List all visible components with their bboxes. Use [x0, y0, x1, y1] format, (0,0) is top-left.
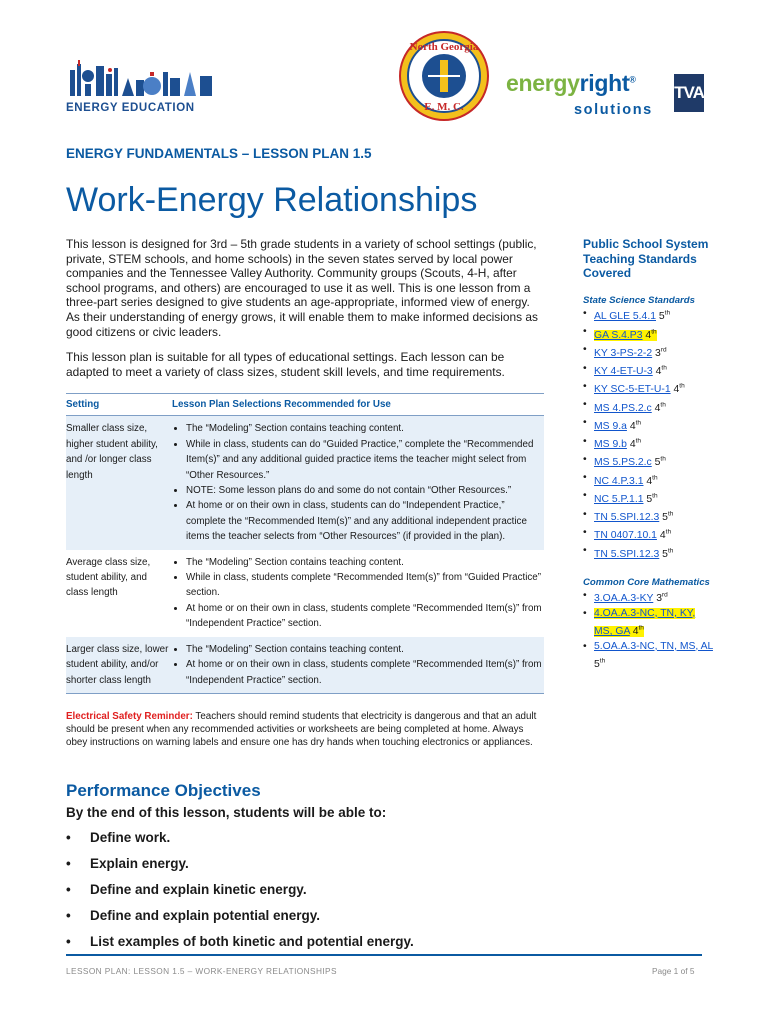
standard-item: [583, 607, 713, 640]
objective-item: • Define and explain kinetic energy.: [66, 880, 414, 906]
selection-item: • The “Modeling” Section contains teaching content.: [186, 555, 542, 570]
science-standards-heading: State Science Standards: [583, 294, 695, 306]
objectives-title: Performance Objectives: [66, 781, 261, 800]
science-icons-strip: [66, 58, 226, 98]
grade-level: 4: [632, 626, 639, 638]
standard-link[interactable]: 5.OA.A.3-NC, TN, MS, AL: [594, 640, 713, 652]
page-title: Work-Energy Relationships: [66, 181, 478, 219]
standard-item: [583, 398, 713, 416]
grade-level: 5: [662, 512, 668, 524]
grade-suffix: th: [599, 657, 606, 665]
standard-link[interactable]: TN 5.SPI.12.3: [594, 512, 660, 524]
grade-suffix: th: [660, 455, 666, 463]
standard-item: [583, 589, 713, 607]
grade-level: 4: [659, 530, 666, 542]
grade-suffix: th: [635, 419, 642, 427]
grade-suffix: th: [667, 510, 674, 518]
grade-level: 4: [654, 402, 661, 414]
standard-item: [583, 325, 713, 343]
grade-level: 5: [654, 457, 661, 469]
math-standards-list: [583, 589, 713, 673]
science-standards-list: [583, 307, 713, 563]
standard-link[interactable]: MS 4.PS.2.c: [594, 402, 652, 414]
objective-item: • Define and explain potential energy.: [66, 906, 414, 932]
standard-item: [583, 640, 713, 673]
table-header-setting: Setting: [66, 394, 172, 416]
grade-level: 4: [629, 420, 636, 432]
objective-item: • Define work.: [66, 828, 414, 854]
table-row: [66, 637, 544, 694]
grade-suffix: th: [652, 474, 658, 482]
table-row: [66, 416, 544, 550]
grade-level: 4: [673, 384, 680, 396]
grade-level: 4: [645, 329, 652, 341]
standard-link[interactable]: NC 4.P.3.1: [594, 475, 644, 487]
selections-cell: [172, 416, 544, 550]
standard-item: [583, 544, 713, 562]
grade-level: 5: [594, 659, 600, 671]
grade-level: 4: [655, 366, 662, 378]
settings-paragraph: This lesson plan is suitable for all types of educational settings. Each lesson can be adapted to meet a variety of class sizes, student skill levels, and time requirements.: [66, 350, 505, 379]
setting-cell: Larger class size, lower student ability, and/or shorter class length: [66, 637, 172, 694]
brand-registered: ®: [629, 74, 636, 85]
grade-suffix: th: [667, 547, 674, 555]
grade-suffix: th: [635, 437, 642, 445]
selections-cell: [172, 550, 544, 637]
energy-education-label: ENERGY EDUCATION: [66, 102, 195, 114]
standard-item: [583, 307, 713, 325]
grade-level: 5: [646, 493, 653, 505]
lesson-subtitle: ENERGY FUNDAMENTALS – LESSON PLAN 1.5: [66, 146, 372, 161]
grade-suffix: th: [679, 382, 685, 390]
grade-suffix: rd: [660, 346, 667, 354]
setting-cell: Smaller class size, higher student ability, and /or longer class length: [66, 416, 172, 550]
grade-level: 3: [655, 347, 661, 359]
brand-energy: energy: [506, 70, 580, 96]
north-georgia-emc-seal: [398, 30, 490, 122]
sidebar-heading: Public School System Teaching Standards Covered: [583, 237, 709, 281]
standard-link[interactable]: AL GLE 5.4.1: [594, 311, 656, 323]
standard-item: [583, 380, 713, 398]
standard-item: [583, 453, 713, 471]
energy-education-logo: [66, 58, 226, 120]
lab-icons: [66, 58, 220, 98]
tva-logo: TVA: [674, 74, 704, 112]
grade-suffix: th: [660, 401, 666, 409]
standard-item: [583, 508, 713, 526]
standard-item: [583, 343, 713, 361]
brand-solutions: solutions: [574, 102, 653, 118]
standard-link[interactable]: 3.OA.A.3-KY: [594, 592, 654, 604]
setting-cell: Average class size, student ability, and class length: [66, 556, 151, 599]
standard-item: [583, 471, 713, 489]
grade-level: 4: [629, 439, 636, 451]
objectives-list: [66, 828, 414, 958]
standard-link[interactable]: NC 5.P.1.1: [594, 493, 644, 505]
objectives-intro: By the end of this lesson, students will be able to:: [66, 805, 387, 820]
grade-suffix: rd: [661, 591, 668, 599]
selection-item: • While in class, students can do “Guided Practice,” complete the “Recommended Item(s)” and any additional guided practice items the teacher might select from “Other Resources.”: [186, 437, 542, 483]
standard-item: [583, 435, 713, 453]
standard-item: [583, 526, 713, 544]
standard-link[interactable]: KY 4-ET-U-3: [594, 366, 653, 378]
grade-suffix: th: [652, 492, 658, 500]
safety-label: Electrical Safety Reminder:: [66, 711, 193, 722]
standard-link[interactable]: MS 9.b: [594, 439, 627, 451]
grade-level: 5: [662, 548, 668, 560]
standard-link[interactable]: MS 5.PS.2.c: [594, 457, 652, 469]
selection-item: • NOTE: Some lesson plans do and some do not contain “Other Resources.”: [186, 483, 542, 498]
grade-level: 3: [656, 592, 662, 604]
standard-link[interactable]: GA S.4.P3: [594, 329, 643, 341]
selection-item: • The “Modeling” Section contains teaching content.: [186, 642, 542, 657]
footer-lesson-label: LESSON PLAN: LESSON 1.5 – WORK-ENERGY RELATIONSHIPS: [66, 966, 337, 976]
standard-item: [583, 416, 713, 434]
grade-suffix: th: [661, 364, 667, 372]
standard-link[interactable]: 4.OA.A.3-NC, TN, KY, MS, GA: [594, 607, 696, 638]
standard-link[interactable]: MS 9.a: [594, 420, 627, 432]
brand-right: right: [579, 70, 630, 96]
grade-level: 4: [646, 475, 653, 487]
grade-suffix: th: [664, 309, 671, 317]
intro-paragraph: This lesson is designed for 3rd – 5th grade students in a variety of school settings (public, private, STEM schools, and home schools) in the seven states served by local power companies and the Tennessee Valley Authority. Community groups (Scouts, 4-H, after school programs, and others) are encouraged to use it as well. This is one lesson from a three-part series designed to give students an age-appropriate, informed view of energy. As their understanding of energy grows, it will enable them to make informed decisions as good citizens or civic leaders.: [66, 237, 538, 339]
selection-item: • At home or on their own in class, students can do “Independent Practice,” complete the “Recommended Item(s)” and any additional independent practice items the teacher selects from “Other Resources” (if provided in the plan).: [186, 498, 542, 544]
objective-item: • List examples of both kinetic and potential energy.: [66, 932, 414, 958]
grade-suffix: th: [665, 528, 672, 536]
seal-top-text: North Georgia: [409, 41, 479, 53]
grade-suffix: th: [651, 328, 657, 336]
seal-bottom-text: E. M. C.: [424, 101, 464, 113]
selection-item: • At home or on their own in class, students complete “Recommended Item(s)” from “Independent Practice” section.: [186, 601, 542, 632]
selection-item: • While in class, students complete “Recommended Item(s)” from “Guided Practice” section.: [186, 570, 542, 601]
math-standards-heading: Common Core Mathematics: [583, 576, 710, 588]
standard-link[interactable]: TN 5.SPI.12.3: [594, 548, 660, 560]
standard-link[interactable]: KY SC-5-ET-U-1: [594, 384, 671, 396]
standard-item: [583, 362, 713, 380]
grade-level: 5: [658, 311, 665, 323]
table-row: [66, 550, 544, 637]
grade-suffix: th: [638, 624, 644, 632]
safety-text: Teachers should remind students that electricity is dangerous and that an adult should be present when any recommended activities or worksheets are being completed at home. Always obey instructions on warning labels and ensure one has dry hands when touching electronics or appliances.: [66, 711, 537, 748]
standard-link[interactable]: KY 3-PS-2-2: [594, 347, 653, 359]
selection-item: • At home or on their own in class, students complete “Recommended Item(s)” from “Independent Practice” section.: [186, 657, 542, 688]
standard-link[interactable]: TN 0407.10.1: [594, 530, 657, 542]
selections-cell: [172, 637, 544, 694]
table-header-selections: Lesson Plan Selections Recommended for Use: [172, 394, 544, 416]
safety-reminder: [66, 711, 544, 749]
energyright-logo: [506, 70, 674, 118]
selection-item: • The “Modeling” Section contains teaching content.: [186, 421, 542, 436]
standard-item: [583, 489, 713, 507]
standards-sidebar: [583, 237, 713, 673]
page-number: Page 1 of 5: [652, 966, 695, 976]
footer-divider: [66, 954, 702, 956]
objective-item: • Explain energy.: [66, 854, 414, 880]
lesson-selection-table: [66, 393, 544, 694]
